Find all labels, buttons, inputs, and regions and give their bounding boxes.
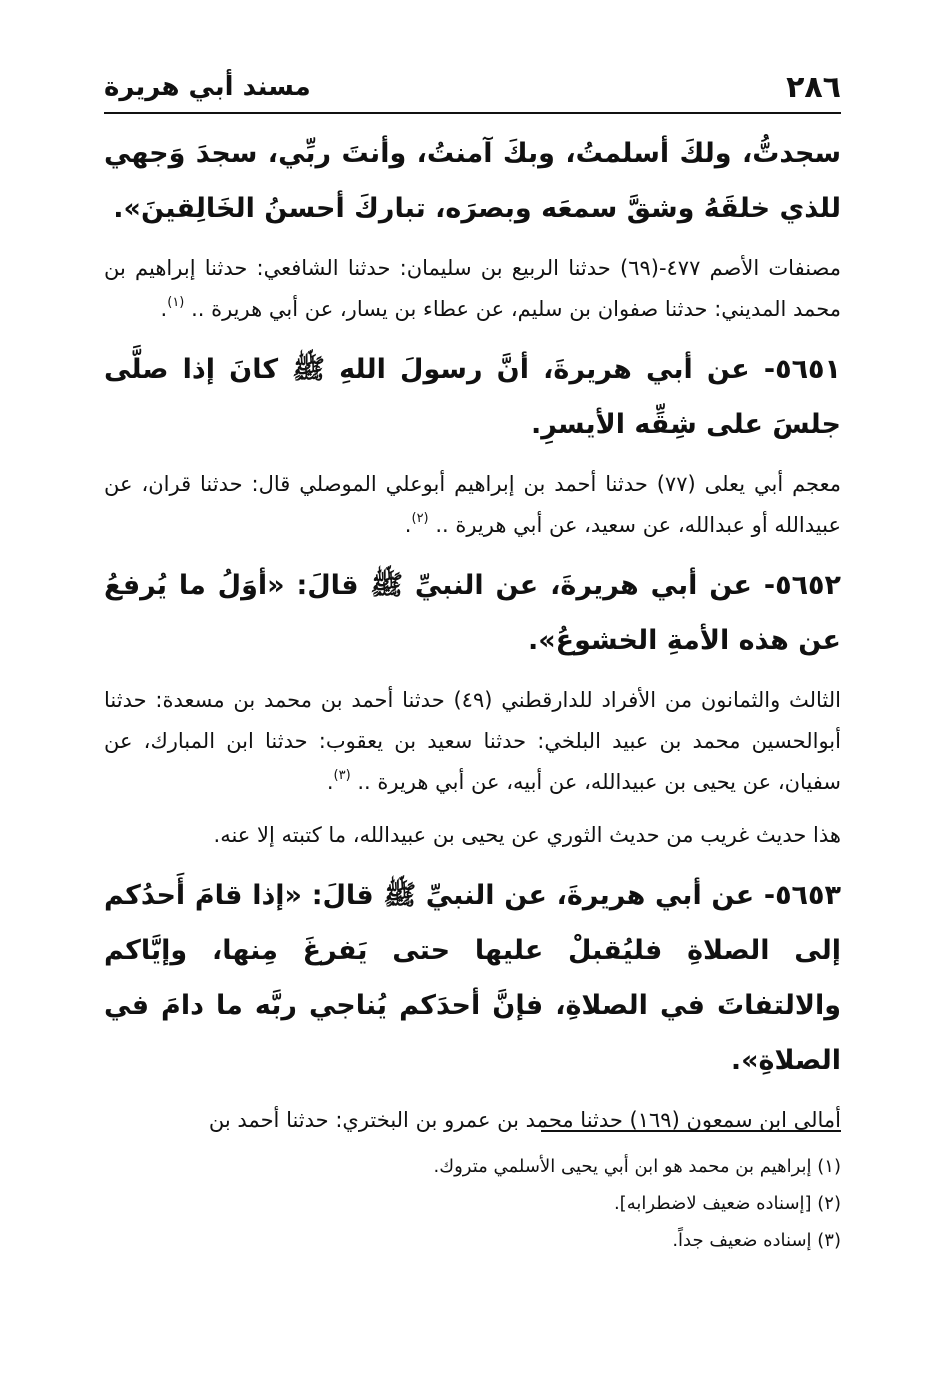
citation-text: الثالث والثمانون من الأفراد للدارقطني (٤٩) حدثنا أحمد بن محمد بن مسعدة: حدثنا أبوالحسين محمد بن عبيد البلخي: حدثنا سعيد بن يعقوب: حدثنا ابن المبارك، عن سفيان، عن يحيى بن عبيدالله، عن أبيه، عن أبي هريرة ..: [104, 688, 842, 794]
note-text: هذا حديث غريب من حديث الثوري عن يحيى بن عبيدالله، ما كتبته إلا عنه.: [213, 823, 841, 847]
source-citation: [104, 248, 841, 330]
hadith-5653: [104, 868, 841, 1088]
hadith-text: عن أبي هريرةَ، عن النبيِّ ﷺ قالَ: «إذا قامَ أَحدُكم إلى الصلاةِ فليُقبلْ عليها حتى يَفرغَ مِنها، وإيَّاكم والالتفاتَ في الصلاةِ، فإنَّ أحدَكم يُناجي ربَّه ما دامَ في الصلاةِ».: [104, 880, 841, 1076]
period: .: [326, 770, 334, 794]
hadith-number: ٥٦٥١-: [763, 354, 842, 385]
footnote-marker: (٢): [411, 511, 429, 526]
period: .: [160, 297, 168, 321]
citation-text: مصنفات الأصم ٤٧٧-(٦٩) حدثنا الربيع بن سليمان: حدثنا الشافعي: حدثنا إبراهيم بن محمد المديني: حدثنا صفوان بن سليم، عن عطاء بن يسار، عن أبي هريرة ..: [104, 256, 841, 321]
footnote-marker: (٣): [333, 768, 351, 783]
editor-note: [104, 815, 841, 856]
hadith-text: سجدتُّ، ولكَ أسلمتُ، وبكَ آمنتُ، وأنتَ ربِّي، سجدَ وَجهي للذي خلقَهُ وشقَّ سمعَه وبصرَه، تباركَ أحسنُ الخَالِقينَ».: [104, 138, 841, 224]
hadith-number: ٥٦٥٣-: [763, 880, 841, 911]
footnote-marker: (١): [167, 295, 185, 310]
footnotes: [104, 1148, 841, 1259]
source-citation: [104, 1100, 841, 1141]
hadith-5652: [104, 558, 841, 668]
source-citation: [104, 680, 841, 803]
header-divider: [104, 112, 841, 114]
page-number: ٢٨٦: [786, 70, 841, 105]
page-header: [104, 62, 841, 114]
period: .: [404, 513, 412, 537]
footnote-2: (٢) [إسناده ضعيف لاضطرابه].: [613, 1193, 841, 1214]
hadith-continuation: [104, 126, 841, 236]
hadith-text: عن أبي هريرةَ، أنَّ رسولَ اللهِ ﷺ كانَ إذا صلَّى جلسَ على شِقِّه الأيسرِ.: [104, 354, 841, 440]
hadith-5651: [104, 342, 841, 452]
running-title: مسند أبي هريرة: [104, 72, 311, 102]
footnote-1: (١) إبراهيم بن محمد هو ابن أبي يحيى الأسلمي متروك.: [433, 1156, 841, 1177]
main-text: [104, 126, 841, 1153]
footnote-3: (٣) إسناده ضعيف جداً.: [672, 1230, 841, 1251]
hadith-text: عن أبي هريرةَ، عن النبيِّ ﷺ قالَ: «أوَلُ ما يُرفعُ عن هذه الأمةِ الخشوعُ».: [104, 570, 841, 656]
source-citation: [104, 464, 841, 546]
footnote-divider: [541, 1130, 841, 1132]
hadith-number: ٥٦٥٢-: [763, 570, 842, 601]
citation-text: معجم أبي يعلى (٧٧) حدثنا أحمد بن إبراهيم أبوعلي الموصلي قال: حدثنا قران، عن عبيدالله أو عبدالله، عن سعيد، عن أبي هريرة ..: [104, 472, 841, 537]
citation-text: أمالي ابن سمعون (١٦٩) حدثنا محمد بن عمرو بن البختري: حدثنا أحمد بن: [208, 1108, 841, 1132]
